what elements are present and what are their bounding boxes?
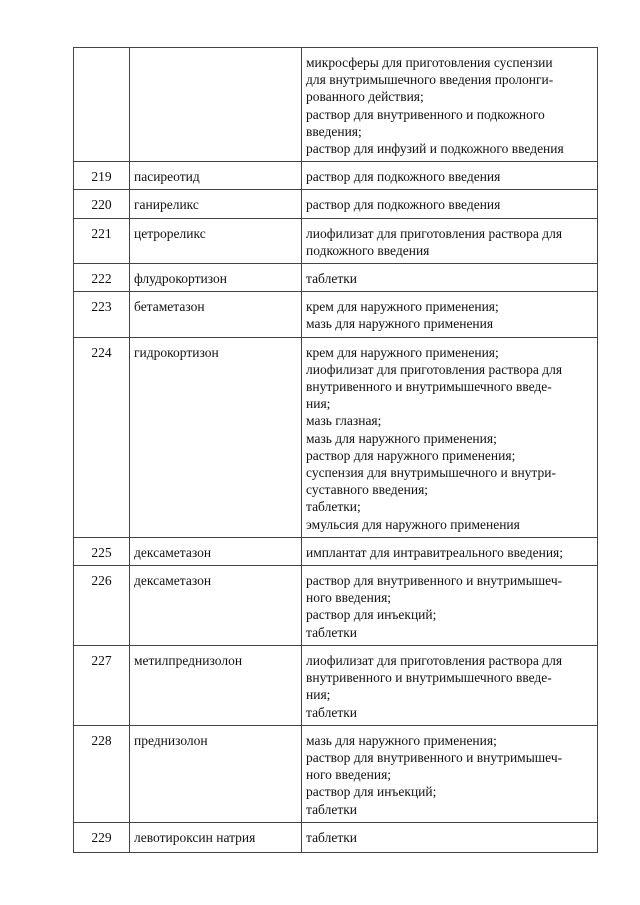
table-row <box>74 48 598 162</box>
drug-name: левотироксин натрия <box>130 822 302 852</box>
drug-name: бетаметазон <box>130 292 302 337</box>
dosage-forms: раствор для подкожного введения <box>302 162 598 190</box>
row-number: 226 <box>74 566 130 646</box>
table-row <box>74 725 598 822</box>
row-number: 221 <box>74 218 130 263</box>
dosage-forms: раствор для подкожного введения <box>302 190 598 218</box>
drug-name: ганиреликс <box>130 190 302 218</box>
drug-name: гидрокортизон <box>130 337 302 537</box>
table-row <box>74 566 598 646</box>
drug-table <box>73 47 598 853</box>
row-number: 223 <box>74 292 130 337</box>
drug-name: пасиреотид <box>130 162 302 190</box>
drug-name: флудрокортизон <box>130 264 302 292</box>
dosage-forms: мазь для наружного применения; раствор для внутривенного и внутримышеч- ного введения; раствор для инъекций; таблетки <box>302 725 598 822</box>
dosage-forms: лиофилизат для приготовления раствора для подкожного введения <box>302 218 598 263</box>
row-number: 224 <box>74 337 130 537</box>
row-number: 229 <box>74 822 130 852</box>
row-number <box>74 48 130 162</box>
dosage-forms: лиофилизат для приготовления раствора для внутривенного и внутримышечного введе- ния; таблетки <box>302 645 598 725</box>
row-number: 219 <box>74 162 130 190</box>
row-number: 220 <box>74 190 130 218</box>
table-row <box>74 162 598 190</box>
drug-name: цетрореликс <box>130 218 302 263</box>
dosage-forms: микросферы для приготовления суспензии для внутримышечного введения пролонги- рованного действия; раствор для внутривенного и подкожного введения; раствор для инфузий и подкожного введения <box>302 48 598 162</box>
dosage-forms: крем для наружного применения; лиофилизат для приготовления раствора для внутривенного и внутримышечного введе- ния; мазь глазная; мазь для наружного применения; раствор для наружного применения; суспензия для внутримышечного и внутри- суставного введения; таблетки; эмульсия для наружного применения <box>302 337 598 537</box>
table-row <box>74 537 598 565</box>
drug-name <box>130 48 302 162</box>
dosage-forms: таблетки <box>302 264 598 292</box>
dosage-forms: таблетки <box>302 822 598 852</box>
row-number: 225 <box>74 537 130 565</box>
table-row <box>74 264 598 292</box>
dosage-forms: крем для наружного применения; мазь для наружного применения <box>302 292 598 337</box>
row-number: 228 <box>74 725 130 822</box>
table-row <box>74 337 598 537</box>
dosage-forms: имплантат для интравитреального введения; <box>302 537 598 565</box>
drug-name: дексаметазон <box>130 537 302 565</box>
row-number: 227 <box>74 645 130 725</box>
table-row <box>74 190 598 218</box>
table-row <box>74 822 598 852</box>
table-row <box>74 218 598 263</box>
row-number: 222 <box>74 264 130 292</box>
table-row <box>74 292 598 337</box>
drug-name: преднизолон <box>130 725 302 822</box>
drug-name: метилпреднизолон <box>130 645 302 725</box>
drug-name: дексаметазон <box>130 566 302 646</box>
table-row <box>74 645 598 725</box>
dosage-forms: раствор для внутривенного и внутримышеч- ного введения; раствор для инъекций; таблетки <box>302 566 598 646</box>
